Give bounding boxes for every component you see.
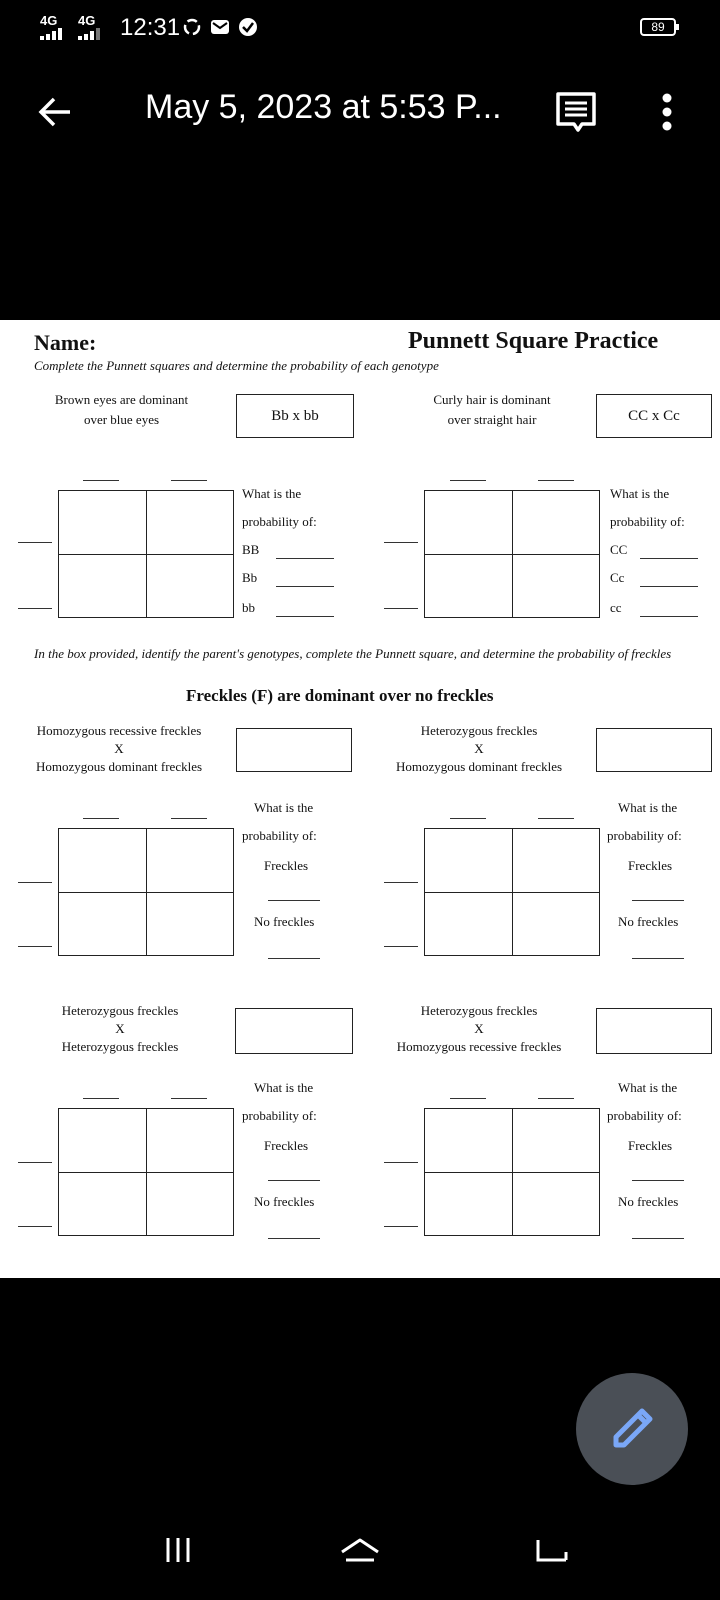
- allele-blank: [18, 608, 52, 609]
- answer-blank: [640, 586, 698, 587]
- answer-blank: [632, 1180, 684, 1181]
- problem-5-genotype-box: [235, 1008, 353, 1054]
- punnett-square-3: [58, 828, 234, 956]
- answer-blank: [276, 616, 334, 617]
- battery-indicator: 89: [640, 18, 676, 36]
- check-circle-icon: [238, 17, 258, 37]
- freckles-subtitle: Freckles (F) are dominant over no freckles: [186, 686, 494, 705]
- q4-line1: What is the: [618, 800, 678, 815]
- allele-blank: [171, 480, 207, 481]
- worksheet-title: Punnett Square Practice: [408, 328, 659, 354]
- q6-line2: probability of:: [607, 1108, 682, 1123]
- q5-option-2: No freckles: [254, 1194, 315, 1209]
- allele-blank: [171, 818, 207, 819]
- allele-blank: [18, 882, 52, 883]
- allele-blank: [384, 542, 418, 543]
- q2-genotype-2: Cc: [610, 570, 625, 585]
- q6-option-2: No freckles: [618, 1194, 679, 1209]
- notes-icon[interactable]: [554, 90, 598, 134]
- worksheet-image[interactable]: [0, 320, 720, 1278]
- network-2-indicator: 4G: [78, 13, 96, 28]
- network-1-indicator: 4G: [40, 13, 58, 28]
- more-vertical-icon[interactable]: [655, 90, 679, 134]
- problem-1-trait: Brown eyes are dominant over blue eyes: [54, 392, 189, 427]
- allele-blank: [384, 1162, 418, 1163]
- instruction-1: Complete the Punnett squares and determine the probability of each genotype: [34, 358, 439, 373]
- allele-blank: [18, 1162, 52, 1163]
- q2-line1: What is the: [610, 486, 670, 501]
- problem-3-parents: Homozygous recessive freckles X Homozygous dominant freckles: [35, 723, 203, 774]
- allele-blank: [450, 818, 486, 819]
- name-label: Name:: [34, 330, 97, 355]
- q6-line1: What is the: [618, 1080, 678, 1095]
- problem-4-genotype-box: [596, 728, 712, 772]
- answer-blank: [268, 1238, 320, 1239]
- allele-blank: [18, 542, 52, 543]
- allele-blank: [450, 1098, 486, 1099]
- problem-5-parents: Heterozygous freckles X Heterozygous freckles: [61, 1003, 179, 1054]
- problem-2-cross-box: CC x Cc: [596, 394, 712, 438]
- q1-genotype-1: BB: [242, 542, 260, 557]
- problem-2-trait: Curly hair is dominant over straight hair: [433, 392, 551, 427]
- allele-blank: [384, 1226, 418, 1227]
- allele-blank: [83, 480, 119, 481]
- punnett-square-2: [424, 490, 600, 618]
- allele-blank: [83, 1098, 119, 1099]
- edit-button[interactable]: [576, 1373, 688, 1485]
- answer-blank: [640, 558, 698, 559]
- answer-blank: [268, 900, 320, 901]
- q1-line2: probability of:: [242, 514, 317, 529]
- problem-3-genotype-box: [236, 728, 352, 772]
- answer-blank: [268, 1180, 320, 1181]
- q3-option-1: Freckles: [264, 858, 309, 873]
- status-bar: [0, 0, 720, 56]
- allele-blank: [538, 818, 574, 819]
- signal-1-icon: [40, 28, 72, 40]
- q2-genotype-1: CC: [610, 542, 628, 557]
- punnett-square-6: [424, 1108, 600, 1236]
- clock: 12:31: [120, 14, 181, 41]
- answer-blank: [632, 1238, 684, 1239]
- instruction-2: In the box provided, identify the parent's genotypes, complete the Punnett square, and determine the probability of freckles: [34, 646, 672, 661]
- allele-blank: [171, 1098, 207, 1099]
- punnett-square-1: [58, 490, 234, 618]
- answer-blank: [268, 958, 320, 959]
- q4-option-1: Freckles: [628, 858, 673, 873]
- allele-blank: [538, 480, 574, 481]
- allele-blank: [83, 818, 119, 819]
- q1-genotype-3: bb: [242, 600, 255, 615]
- problem-6-genotype-box: [596, 1008, 712, 1054]
- problem-6-parents: Heterozygous freckles X Homozygous recessive freckles: [396, 1003, 562, 1054]
- q2-genotype-3: cc: [610, 600, 622, 615]
- signal-2-icon: [78, 28, 110, 40]
- problem-1-cross-box: Bb x bb: [236, 394, 354, 438]
- answer-blank: [276, 558, 334, 559]
- allele-blank: [384, 608, 418, 609]
- allele-blank: [18, 946, 52, 947]
- arrow-left-icon[interactable]: [34, 90, 78, 134]
- q3-line1: What is the: [254, 800, 314, 815]
- punnett-square-5: [58, 1108, 234, 1236]
- allele-blank: [450, 480, 486, 481]
- answer-blank: [640, 616, 698, 617]
- recents-icon[interactable]: [158, 1530, 206, 1570]
- allele-blank: [18, 1226, 52, 1227]
- q1-line1: What is the: [242, 486, 302, 501]
- q4-option-2: No freckles: [618, 914, 679, 929]
- q2-line2: probability of:: [610, 514, 685, 529]
- problem-4-parents: Heterozygous freckles X Homozygous dominant freckles: [395, 723, 563, 774]
- q6-option-1: Freckles: [628, 1138, 673, 1153]
- sync-icon: [182, 17, 202, 37]
- answer-blank: [632, 958, 684, 959]
- q5-line1: What is the: [254, 1080, 314, 1095]
- q5-line2: probability of:: [242, 1108, 317, 1123]
- q3-line2: probability of:: [242, 828, 317, 843]
- answer-blank: [632, 900, 684, 901]
- back-nav-icon[interactable]: [528, 1530, 576, 1570]
- q5-option-1: Freckles: [264, 1138, 309, 1153]
- answer-blank: [276, 586, 334, 587]
- allele-blank: [384, 882, 418, 883]
- home-icon[interactable]: [336, 1530, 384, 1570]
- allele-blank: [384, 946, 418, 947]
- photo-title: May 5, 2023 at 5:53 P...: [145, 88, 502, 126]
- punnett-square-4: [424, 828, 600, 956]
- q1-genotype-2: Bb: [242, 570, 258, 585]
- mail-icon: [210, 17, 230, 37]
- q3-option-2: No freckles: [254, 914, 315, 929]
- q4-line2: probability of:: [607, 828, 682, 843]
- pencil-icon: [576, 1373, 688, 1485]
- allele-blank: [538, 1098, 574, 1099]
